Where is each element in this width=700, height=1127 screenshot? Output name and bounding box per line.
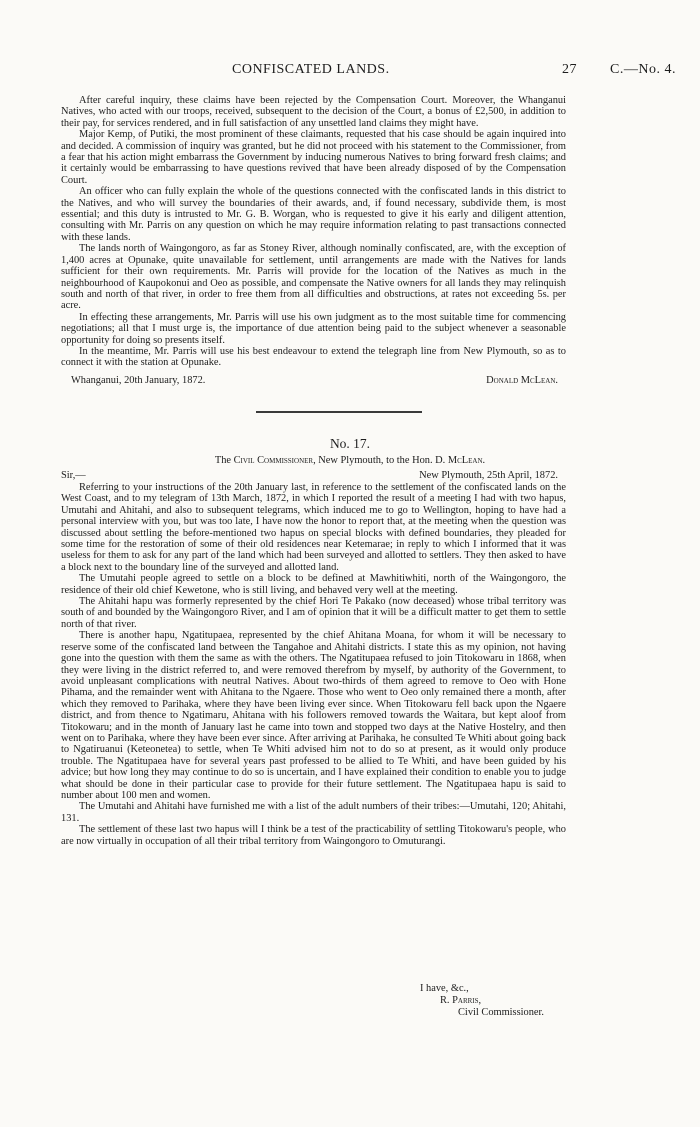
memorandum-signature-line — [61, 375, 566, 387]
letter-body — [61, 482, 566, 847]
section-divider — [256, 411, 422, 413]
from-suffix: . — [482, 455, 486, 466]
memorandum-signature: Donald McLean. — [486, 375, 558, 386]
paragraph: Referring to your instructions of the 20th January last, in reference to the settlement of the confiscated lands on the West Coast, and to my telegram of 13th March, 1872, in which I reported the result of a meeting I had with two hapus, Umutahi and Ahitahi, and also to subsequent telegrams, which induced me to go to Wellington, hoping to have had a personal interview with you, but was too late, I have now the honor to report that, at the meeting when the question was discussed about settling the before-mentioned two hapus on special blocks with defined boundaries, they pleaded for some time for the restoration of some of their old residences near Ketemarae; in reply to which I informed that it was useless for them to ask for any part of the land which had been surveyed and allotted to settlers. They then asked to have a block next to the boundary line of the surveyed and allotted land. — [61, 482, 566, 573]
closing-phrase: I have, &c., — [420, 983, 469, 994]
paragraph: The Ahitahi hapu was formerly represented by the chief Hori Te Pakako (now deceased) whose tribal territory was south of and bounded by the Waingongoro River, and I am of opinion that it will be a difficult matter to get them to settle north of that river. — [61, 596, 566, 630]
salutation: Sir,— — [61, 470, 86, 481]
letter-dateline: New Plymouth, 25th April, 1872. — [419, 470, 558, 481]
from-middle: , New Plymouth, to the Hon. D. — [313, 455, 446, 466]
letter-closing — [420, 983, 620, 1019]
memorandum-body — [61, 95, 566, 369]
paragraph: After careful inquiry, these claims have been rejected by the Compensation Court. Moreover, the Whanganui Natives, who acted with our troops, received, subsequent to the decision of the Court, a bonus of £2,500, in addition to their pay, for services rendered, and in full satisfaction of any unsettled land claims they might have. — [61, 95, 566, 129]
paragraph: The lands north of Waingongoro, as far as Stoney River, although nominally confiscated, are, with the exception of 1,400 acres at Opunake, quite unavailable for settlement, until arrangements are made with the Natives for lands sufficient for their own requirements. Mr. Parris will provide for the location of the Natives as much in the neighbourhood of Kaupokonui and Oeo as possible, and compensate the Native owners for all lands they may relinquish south and north of that river, in order to free them from all difficulties and obstructions, at rates not exceeding 5s. per acre. — [61, 243, 566, 312]
salutation-line — [61, 470, 566, 482]
memorandum-date: Whanganui, 20th January, 1872. — [71, 375, 206, 386]
paragraph: An officer who can fully explain the whole of the questions connected with the confiscated lands in this district to the Natives, and who will survey the boundaries of their awards, and, if found necessary, subdivide them, is most essential; and this duty is intrusted to Mr. G. B. Worgan, who is requested to give it his early and diligent attention, consulting with Mr. Parris on any question on which he may require information relating to past transactions connected with these lands. — [61, 186, 566, 243]
letter-number: No. 17. — [329, 436, 371, 451]
from-office: Civil Commissioner — [233, 455, 314, 466]
letter-addressing — [0, 455, 700, 466]
paragraph: There is another hapu, Ngatitupaea, represented by the chief Ahitana Moana, for whom it will be necessary to reserve some of the confiscated land between the Tangahoe and Ahitahi districts. I state this as my opinion, not having gone into the question with them the same as with the others. The Ngatitupaea refused to join Titokowaru in 1868, when they were living in the district referred to, and were removed therefrom by myself, by authority of the Government, to avoid unpleasant complications with neutral Natives. About two-thirds of them agreed to remove to Oeo with Hone Pihama, and the remainder went with Ahitana to the Ngaere. Those who went to Oeo only remained there a month, after which they removed to Parihaka, where they have been living ever since. When Titokowaru fell back upon the Ngaere district, and from thence to Ngatimaru, Ahitana with his followers removed towards the Waitara, but kept aloof from Titokowaru; and in the month of January last he came into town and stopped two days at the Native Hostelry, and then went on to Parihaka, where they have been ever since. After arriving at Parihaka, he consulted Te Whiti about going back to Ngatiruanui (Keteonetea) to settle, when Te Whiti advised him not to do so at present, as it would only produce trouble. The Ngatitupaea have for several years past professed to be allied to Te Whiti, and have been guided by his advice; but how long they may continue to do so is uncertain, and I have explained their condition to enable you to judge what should be done in their particular case to provide for their future settlement. The Ngatitupaea hapu is said to number about 100 men and women. — [61, 630, 566, 801]
paragraph: The settlement of these last two hapus will I think be a test of the practicability of settling Titokowaru's people, who are now virtually in occupation of all their tribal territory from Waingongoro to Omuturangi. — [61, 824, 566, 847]
addressee-name: McLean — [447, 455, 483, 466]
paragraph: In effecting these arrangements, Mr. Parris will use his own judgment as to the most suitable time for commencing negotiations; all that I must urge is, the importance of due attention being paid to the subject whenever a seasonable opportunity for doing so presents itself. — [61, 311, 566, 346]
signer-title: Civil Commissioner. — [458, 1007, 545, 1018]
paragraph: The Umutahi and Ahitahi have furnished me with a list of the adult numbers of their tribes:—Umutahi, 120; Ahitahi, 131. — [61, 801, 566, 824]
paragraph: Major Kemp, of Putiki, the most prominent of these claimants, requested that his case should be again inquired into and decided. A commission of inquiry was granted, but he did not proceed with his statement to the Commissioner, from a fear that his action might embarrass the Government by inducing numerous Natives to bring forward fresh claims; and it certainly would be embarrassing to have questions revived that have been already disposed of by the Compensation Court. — [61, 129, 566, 186]
paragraph: In the meantime, Mr. Parris will use his best endeavour to extend the telegraph line from New Plymouth, so as to connect it with the station at Opunake. — [61, 345, 566, 369]
paper-reference: C.—No. 4. — [610, 62, 676, 77]
signer-name: R. Parris, — [440, 995, 482, 1006]
from-prefix: The — [214, 455, 231, 466]
page-header — [0, 62, 700, 82]
page-number: 27 — [562, 62, 577, 77]
paragraph: The Umutahi people agreed to settle on a block to be defined at Mawhitiwhiti, north of the Waingongoro, the residence of their old chief Kewetone, who is still living, and behaved very well at the meeting. — [61, 573, 566, 596]
running-title: CONFISCATED LANDS. — [232, 62, 390, 77]
